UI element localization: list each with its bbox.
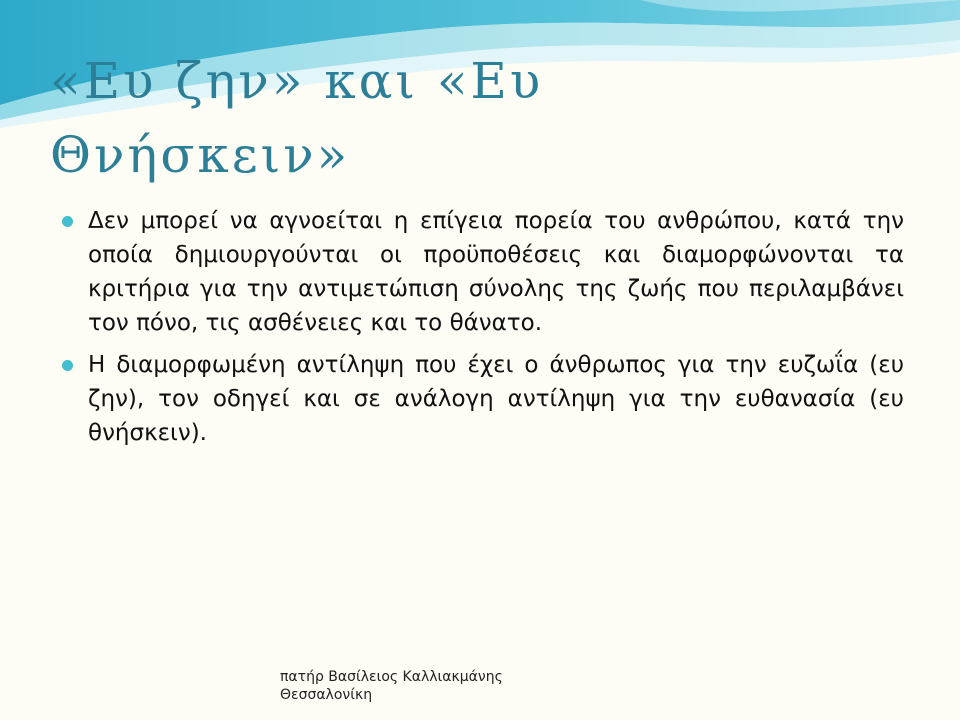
bullet-icon — [62, 360, 73, 371]
bullet-text: Δεν μπορεί να αγνοείται η επίγεια πορεία του ανθρώπου, κατά την οποία δημιουργούνται οι προϋποθέσεις και διαμορφώνονται τα κριτήρια για την αντιμετώπιση σύνολης της ζωής που περιλαμβάνει τον πόνο, τις ασθένειες και το θάνατο. — [88, 208, 904, 336]
bullet-icon — [62, 216, 73, 227]
list-item — [62, 348, 904, 450]
list-item — [62, 204, 904, 340]
bullet-list — [62, 204, 904, 458]
footer-author: πατήρ Βασίλειος Καλλιακμάνης — [280, 669, 503, 685]
bullet-text: Η διαμορφωμένη αντίληψη που έχει ο άνθρωπος για την ευζωΐα (ευ ζην), τον οδηγεί και σε ανάλογη αντίληψη για την ευθανασία (ευ θνήσκειν). — [88, 352, 904, 446]
slide-footer — [280, 668, 503, 704]
footer-location: Θεσσαλονίκη — [280, 687, 373, 703]
slide-title: «Ευ ζην» και «Ευ Θνήσκειν» — [50, 52, 544, 184]
